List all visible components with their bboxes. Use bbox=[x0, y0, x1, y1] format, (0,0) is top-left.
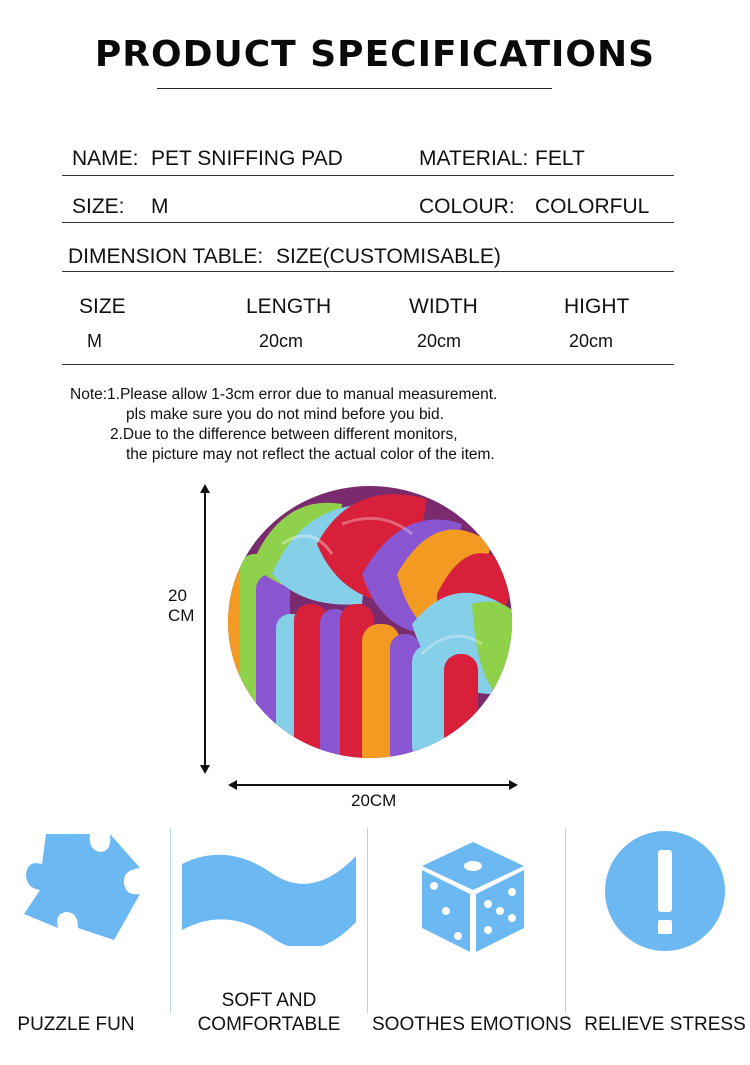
vertical-dimension-arrow bbox=[196, 484, 214, 774]
vertical-dimension-value: 20 bbox=[168, 586, 187, 605]
colour-value: COLORFUL bbox=[535, 195, 650, 218]
colour-label: COLOUR: bbox=[419, 195, 515, 218]
feature-label-soft-line2: COMFORTABLE bbox=[197, 1014, 341, 1035]
table-cell-length: 20cm bbox=[259, 331, 304, 351]
table-cell-size: M bbox=[87, 331, 102, 351]
feature-divider bbox=[170, 828, 171, 1013]
note-line-3: 2.Due to the difference between different monitors, bbox=[110, 426, 458, 443]
table-header-size: SIZE bbox=[79, 295, 126, 318]
size-value: M bbox=[151, 195, 169, 218]
material-label: MATERIAL: bbox=[419, 147, 529, 170]
note-line-4: the picture may not reflect the actual color of the item. bbox=[126, 446, 495, 463]
table-bottom-rule bbox=[62, 364, 674, 365]
row-divider bbox=[62, 271, 674, 272]
vertical-dimension-unit: CM bbox=[168, 606, 195, 625]
dimension-value: SIZE(CUSTOMISABLE) bbox=[276, 245, 501, 268]
exclamation-icon bbox=[604, 830, 726, 952]
puzzle-icon bbox=[18, 828, 144, 948]
feature-label-soothes: SOOTHES EMOTIONS bbox=[372, 1014, 572, 1035]
dice-icon bbox=[418, 840, 528, 954]
horizontal-dimension-label: 20CM bbox=[351, 791, 397, 810]
note-line-1: Note:1.Please allow 1-3cm error due to manual measurement. bbox=[70, 386, 498, 403]
table-cell-width: 20cm bbox=[417, 331, 462, 351]
dimension-label: DIMENSION TABLE: bbox=[68, 245, 264, 268]
note-line-2: pls make sure you do not mind before you bid. bbox=[126, 406, 444, 423]
wave-icon bbox=[182, 850, 356, 946]
feature-label-relieve: RELIEVE STRESS bbox=[584, 1014, 746, 1035]
title-underline bbox=[157, 88, 552, 89]
row-divider bbox=[62, 175, 674, 176]
table-cell-hight: 20cm bbox=[569, 331, 614, 351]
snuffle-ball-image bbox=[222, 484, 522, 766]
feature-label-puzzle: PUZZLE FUN bbox=[17, 1014, 135, 1035]
feature-label-soft-line1: SOFT AND bbox=[221, 990, 317, 1011]
table-header-width: WIDTH bbox=[409, 295, 478, 318]
feature-divider bbox=[565, 828, 566, 1013]
page-title: PRODUCT SPECIFICATIONS bbox=[94, 34, 656, 75]
name-label: NAME: bbox=[72, 147, 139, 170]
feature-divider bbox=[367, 828, 368, 1013]
table-header-hight: HIGHT bbox=[564, 295, 630, 318]
row-divider bbox=[62, 222, 674, 223]
table-header-length: LENGTH bbox=[246, 295, 332, 318]
name-value: PET SNIFFING PAD bbox=[151, 147, 343, 170]
size-label: SIZE: bbox=[72, 195, 125, 218]
material-value: FELT bbox=[535, 147, 585, 170]
